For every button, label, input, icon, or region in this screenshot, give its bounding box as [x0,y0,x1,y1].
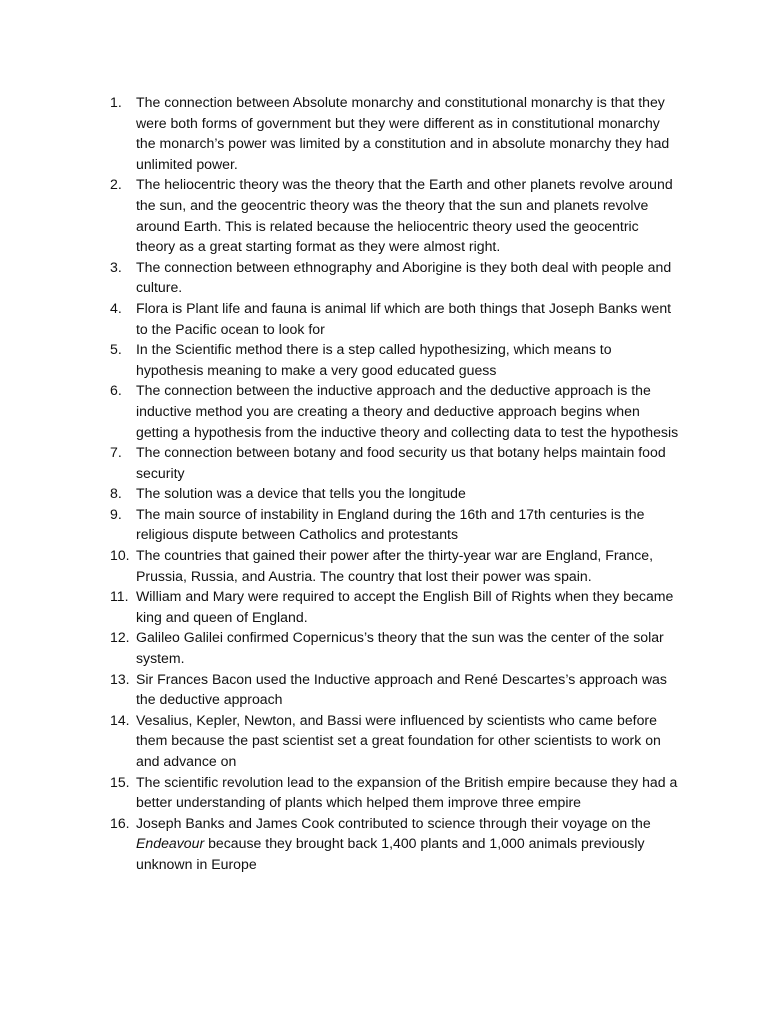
list-item [110,483,680,504]
item-text: The countries that gained their power after the thirty-year war are England, France, Prussia, Russia, and Austria. The country that lost their power was spain. [136,547,654,584]
item-number: 9. [110,505,122,522]
list-item [110,627,680,668]
item-text: Flora is Plant life and fauna is animal lif which are both things that Joseph Banks went to the Pacific ocean to look for [136,299,672,337]
item-text: The connection between botany and food security us that botany helps maintain food security [136,444,666,481]
item-number: 15. [110,773,130,790]
item-number: 7. [110,444,122,461]
answer-list [110,92,680,875]
item-text: Vesalius, Kepler, Newton, and Bassi were influenced by scientists who came before them because the past scientist set a great foundation for other scientists to work on and advance on [136,711,661,769]
item-number: 6. [110,382,122,399]
list-item [110,504,680,545]
item-text: The main source of instability in England during the 16th and 17th centuries is the religious dispute between Catholics and protestants [136,505,645,543]
item-number: 2. [110,176,122,193]
item-number: 4. [110,299,122,316]
item-text-before: Joseph Banks and James Cook contributed to science through their voyage on the [136,814,651,831]
item-number: 12. [110,629,130,646]
item-number: 16. [110,814,130,831]
list-item [110,813,680,875]
item-text: The connection between the inductive approach and the deductive approach is the inductive method you are creating a theory and deductive approach begins when getting a hypothesis from the inductive theory and collecting data to test the hypothesis [136,382,679,440]
list-item [110,380,680,442]
item-text [136,813,680,875]
list-item [110,545,680,586]
item-text: The scientific revolution lead to the expansion of the British empire because they had a better understanding of plants which helped them improve three empire [136,773,678,811]
list-item [110,669,680,710]
list-item [110,174,680,256]
item-text: Galileo Galilei confirmed Copernicus’s theory that the sun was the center of the solar system. [136,629,664,667]
list-item [110,92,680,174]
item-text: The connection between Absolute monarchy and constitutional monarchy is that they were both forms of government but they were different as in constitutional monarchy the monarch’s power was limited by a constitution and in absolute monarchy they had unlimited power. [136,94,670,172]
list-item [110,257,680,298]
item-number: 1. [110,94,122,110]
list-item [110,442,680,483]
list-item [110,710,680,772]
ship-name-italic: Endeavour [136,835,205,852]
item-text: In the Scientific method there is a step called hypothesizing, which means to hypothesis meaning to make a very good educated guess [136,341,612,378]
item-text: The solution was a device that tells you the longitude [136,485,466,502]
list-item [110,772,680,813]
list-item [110,339,680,380]
item-text: The connection between ethnography and Aborigine is they both deal with people and culture. [136,258,672,296]
item-number: 3. [110,258,122,275]
item-number: 5. [110,341,122,358]
item-text: Sir Frances Bacon used the Inductive approach and René Descartes’s approach was the deductive approach [136,670,667,708]
item-number: 10. [110,547,130,564]
item-number: 8. [110,485,122,502]
list-item [110,298,680,339]
item-text-after: because they brought back 1,400 plants and 1,000 animals previously unknown in Europe [136,835,645,872]
list-item [110,586,680,627]
item-number: 13. [110,670,130,687]
item-text: William and Mary were required to accept the English Bill of Rights when they became king and queen of England. [136,588,674,625]
item-number: 11. [110,588,129,605]
item-text: The heliocentric theory was the theory that the Earth and other planets revolve around the sun, and the geocentric theory was the theory that the sun and planets revolve around Earth. This is related because the heliocentric theory used the geocentric theory as a great starting format as they were almost right. [136,176,673,255]
item-number: 14. [110,711,130,728]
